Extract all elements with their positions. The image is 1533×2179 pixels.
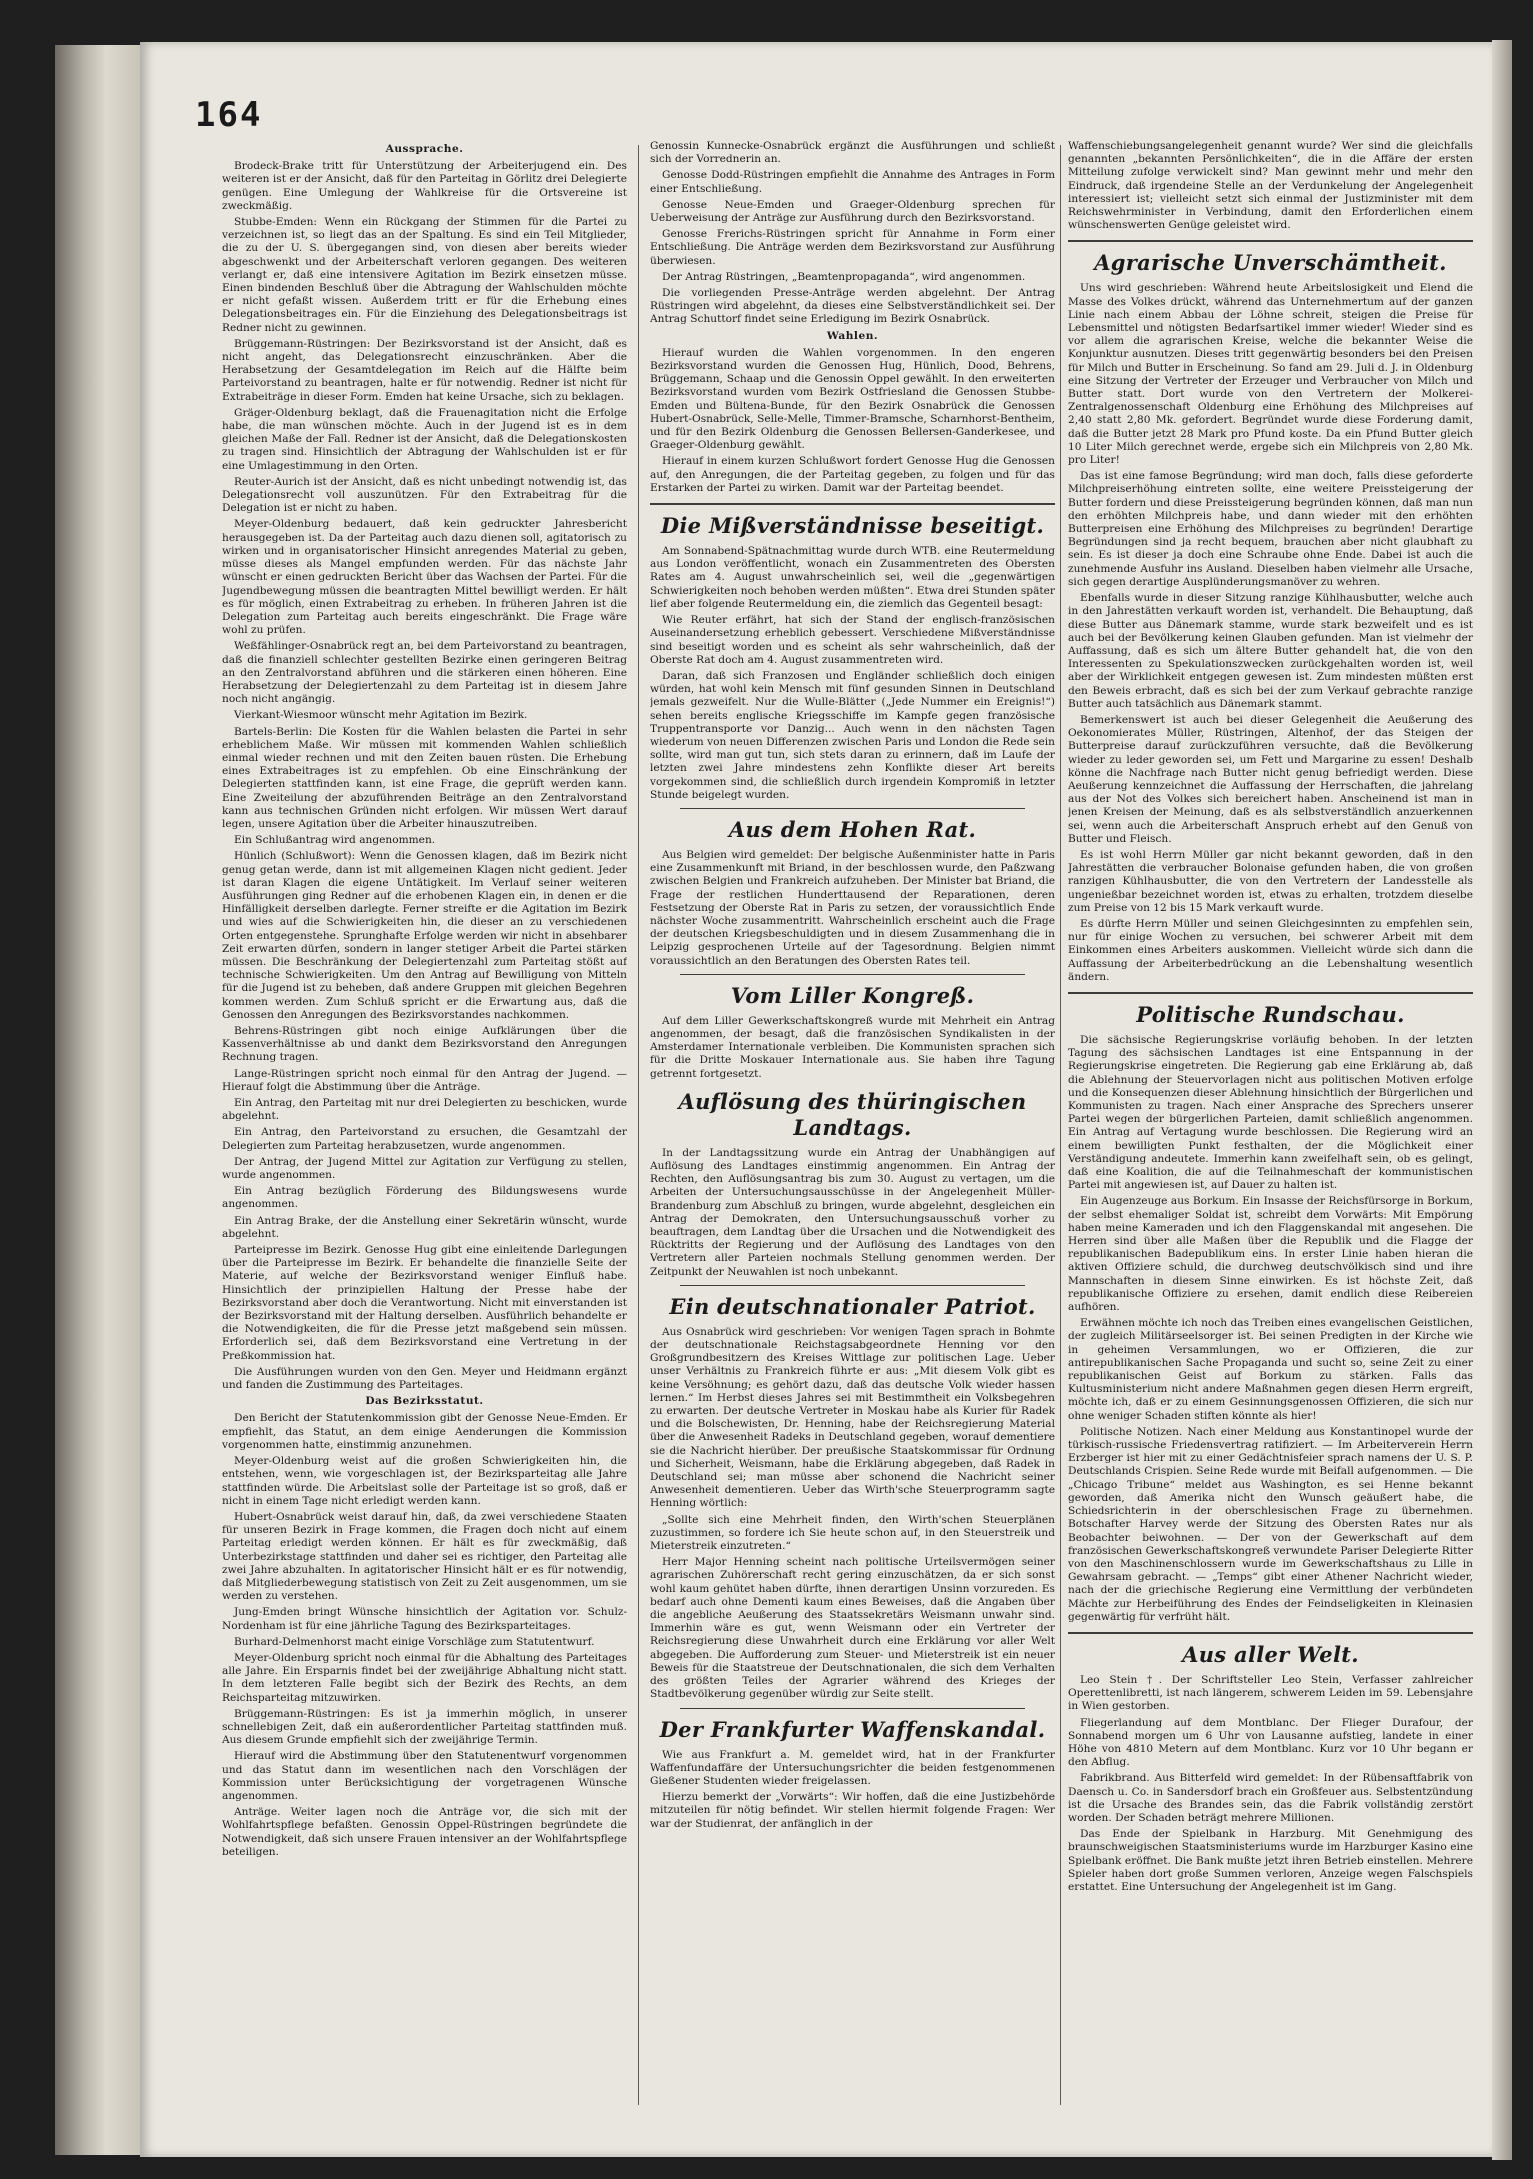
paragraph: Ein Antrag Brake, der die Anstellung einer Sekretärin wünscht, wurde abgelehnt. [222,1214,627,1240]
paragraph: Hünlich (Schlußwort): Wenn die Genossen klagen, daß im Bezirk nicht genug getan werde, dann ist mit allgemeinen Klagen nicht gedient. Jeder ist daran Klagen die eigene Untätigkeit. Im Verlauf seiner weiteren Ausführungen ging Redner auf die erhobenen Klagen ein, in denen er die Hinfälligkeit derselben darlegte. Ferner streifte er die Agitation im Bezirk und wies auf die Schwierigkeiten hin, die dieser an zu verschiedenen Orten entgegenstehe. Sprunghafte Erfolge werden wir nicht in absehbarer Zeit erwarten dürfen, sondern in langer stetiger Arbeit die Partei stärken müssen. Die Beschränkung der Delegiertenzahl zum Parteitag stößt auf technische Schwierigkeiten. Um den Antrag auf Bewilligung von Mitteln für die Jugend ist zu beheben, daß andere Gruppen mit gleichen Begehren kommen werden. Zum Schluß spricht er die Erwartung aus, daß die Genossen den Anregungen des Bezirksvorstandes nachkommen. [222,850,627,1021]
article-headline: Die Mißverständnisse beseitigt. [660,513,1045,539]
paragraph: Daran, daß sich Franzosen und Engländer schließlich doch einigen würden, hat wohl kein Mensch mit fünf gesunden Sinnen in Deutschland jemals gezweifelt. Nur die Wulle-Blätter („Jede Nummer ein Ereignis!“) sehen bereits englische Kriegsschiffe im Kampfe gegen französische Truppentransporte vor Danzig... Auch wenn in den nächsten Tagen wiederum von neuen Differenzen zwischen Paris und London die Rede sein sollte, wird man gut tun, sich stets daran zu erinnern, daß im Laufe der letzten zwei Jahre mindestens zehn Konflikte dieser Art bereits vorgekommen sind, die schließlich durch irgendein Kompromiß in letzter Stunde beigelegt wurden. [650,669,1055,801]
paragraph: Das Ende der Spielbank in Harzburg. Mit Genehmigung des braunschweigischen Staatsministeriums wurde im Harzburger Kasino eine Spielbank eröffnet. Die Bank mußte jetzt ihren Betrieb einstellen. Mehrere Spieler haben dort große Summen verloren, Anzeige wegen Falschspiels erstattet. Eine Untersuchung der Angelegenheit ist im Gang. [1068,1828,1473,1893]
paragraph: Brüggemann-Rüstringen: Es ist ja immerhin möglich, in unserer schnellebigen Zeit, daß ein außerordentlicher Parteitag stattfinden muß. Aus diesem Grunde empfiehlt sich der zweijährige Termin. [222,1707,627,1747]
paragraph: Die vorliegenden Presse-Anträge werden abgelehnt. Der Antrag Rüstringen wird abgelehnt, da dieses eine Selbstverständlichkeit sei. Der Antrag Schuttorf findet seine Erledigung im Bezirk Osnabrück. [650,287,1055,326]
paragraph: Politische Notizen. Nach einer Meldung aus Konstantinopel wurde der türkisch-russische Friedensvertrag ratifiziert. — Im Arbeiterverein Herrn Erzberger ist hier mit zu einer Gedächtnisfeier sprach namens der U. S. P. Deutschlands Crispien. Seine Rede wurde mit Beifall aufgenommen. — Die „Chicago Tribune“ meldet aus Washington, es sei Henne bekannt geworden, daß Amerika nicht den Wunsch geäußert habe, die Schiedsrichterin in der oberschlesischen Frage zu übernehmen. Botschafter Harvey werde der Sitzung des Obersten Rates nur als Beobachter beiwohnen. — Der von der Gewerkschaft auf dem französischen Gewerkschaftskongreß verwundete Pariser Delegierte Ritter von den Maschinenschlossern wurde im Gewerkschaftshaus zu Lille in Gewahrsam gebracht. — „Temps“ gibt einer Athener Nachricht wieder, nach der die griechische Regierung eine Vermittlung der verbündeten Mächte zur Herbeiführung des Endes der Feindseligkeiten in Kleinasien gegenwärtig für verfrüht hält. [1068,1425,1473,1623]
paragraph: Ein Antrag bezüglich Förderung des Bildungswesens wurde angenommen. [222,1185,627,1211]
paragraph: Den Bericht der Statutenkommission gibt der Genosse Neue-Emden. Er empfiehlt, das Statut, an dem einige Aenderungen die Kommission vorgenommen hatte, einstimmig anzunehmen. [222,1412,627,1451]
paragraph: Fabrikbrand. Aus Bitterfeld wird gemeldet: In der Rübensaftfabrik von Daensch u. Co. in Sandersdorf brach ein Großfeuer aus. Selbstentzündung ist die Ursache des Brandes sein, das die Fabrik vollständig zerstört worden. Der Schaden beträgt mehrere Millionen. [1068,1772,1473,1824]
paragraph: Vierkant-Wiesmoor wünscht mehr Agitation im Bezirk. [234,709,528,722]
paragraph: Stubbe-Emden: Wenn ein Rückgang der Stimmen für die Partei zu verzeichnen ist, so liegt das an der Spaltung. Es sind ein Teil Mitglieder, die zu der U. S. übergegangen sind, von diesen aber bereits wieder abgeschwenkt und der Arbeiterschaft verloren gegangen. Des weiteren verlangt er, daß eine intensivere Agitation im Bezirk einsetzen müsse. Einen bindenden Beschluß über die Abtragung der Wahlschulden möchte er nicht gefaßt wissen. Außerdem tritt er für die Erhebung eines Delegationsbeitrages ein. Für die Einziehung des Delegationsbeitrags ist Redner nicht zu gewinnen. [222,216,627,334]
paragraph: Der Antrag Rüstringen, „Beamtenpropaganda“, wird angenommen. [662,270,1026,283]
paragraph: Aus Osnabrück wird geschrieben: Vor wenigen Tagen sprach in Bohmte der deutschnationale Reichstagsabgeordnete Henning vor den Großgrundbesitzern des Kreises Wittlage zur politischen Lage. Ueber unser Verhältnis zu Frankreich führte er aus: „Mit diesem Volk gibt es keine Versöhnung; es gehört dazu, daß das deutsche Volk wieder hassen lernen.“ Im Herbst dieses Jahres sei mit Bestimmtheit ein Volksbegehren zu erwarten. Der deutsche Vertreter in Moskau habe als Kurier für Radek und die Bolschewisten, Dr. Henning, habe der Reichsregierung Material über die Anwesenheit Radeks in Deutschland gegeben, worauf dementiere sie die Nachricht hierüber. Der preußische Staatskommissar für Ordnung und Sicherheit, Weismann, habe die Erklärung abgegeben, daß Radek in Deutschland sei; man müsse aber schonend die Nachricht seiner Anwesenheit dementieren. Ueber das Wirth'sche Steuerprogramm sagte Henning wörtlich: [650,1325,1055,1510]
paragraph: Fliegerlandung auf dem Montblanc. Der Flieger Durafour, der Sonnabend morgen um 6 Uhr von Lausanne aufstieg, landete in einer Höhe von 4810 Metern auf dem Montblanc. Kurz vor 10 Uhr begann er den Abflug. [1068,1716,1473,1769]
section-subheading: Aussprache. [385,143,464,155]
paragraph: Ein Antrag, den Parteivorstand zu ersuchen, die Gesamtzahl der Delegierten zum Parteitag herabzusetzen, wurde angenommen. [222,1126,627,1152]
paragraph: Ein Augenzeuge aus Borkum. Ein Insasse der Reichsfürsorge in Borkum, der selbst ehemaliger Soldat ist, schreibt dem Vorwärts: Mit Empörung haben meine Kameraden und ich den Flaggenskandal mit angesehen. Die Herren sind über alle Maßen über die Republik und die Flagge der republikanischen Badepublikum eins. In erster Linie haben hieran die aktiven Offiziere schuld, die durchweg deutschvölkisch sind und ihre Mannschaften in diesem Sinne einwirken. Es ist höchste Zeit, daß republikanische Offiziere zu ersehen, damit endlich diese Reibereien aufhören. [1068,1195,1473,1314]
article-headline: Auflösung des thüringischen Landtags. [678,1088,1027,1140]
paragraph: Meyer-Oldenburg bedauert, daß kein gedruckter Jahresbericht herausgegeben ist. Da der Parteitag auch dazu dienen soll, agitatorisch zu wirken und in organisatorischer Hinsicht anregendes Material zu geben, müsse dieses als Mangel empfunden werden. Für das nächste Jahr wünscht er einen gedruckten Bericht über das Wachsen der Partei. Für die Jugendbewegung müssen die beantragten Mittel bewilligt werden. Er hält es für möglich, einen Extrabeitrag zu erheben. In früheren Jahren ist die Delegation zum Parteitag auch bereits eingeschränkt. Die Frage wäre wohl zu prüfen. [222,518,627,637]
divider [680,1285,1025,1286]
paragraph: Das ist eine famose Begründung; wird man doch, falls diese geforderte Milchpreiserhöhung eintreten sollte, eine weitere Preissteigerung der Butter fordern und diese Preissteigerung begründen können, daß man nun den erhöhten Milchpreis habe, und dann wieder mit den erhöhten Butterpreisen eine Erhöhung des Milchpreises zu begründen! Derartige Begründungen sind ja recht bequem, brauchen aber nicht glaubhaft zu sein. Es ist dieser ja doch eine Schraube ohne Ende. Dabei ist auch die zunehmende Ausfuhr ins Ausland. Dieselben haben vielmehr alle Ursache, sich gegen derartige Ausplünderungsmanöver zu wehren. [1068,470,1473,588]
paragraph: Ein Schlußantrag wird angenommen. [234,834,436,847]
paragraph: Am Sonnabend-Spätnachmittag wurde durch WTB. eine Reutermeldung aus London veröffentlicht, wonach ein Zusammentreten des Obersten Rates am 4. August unwahrscheinlich sei, weil die „gegenwärtigen Schwierigkeiten noch behoben werden müßten“. Etwa drei Stunden später lief aber folgende Reutermeldung ein, die ziemlich das Gegenteil besagt: [650,545,1055,610]
column-rule [1060,145,1061,2105]
paragraph: Meyer-Oldenburg spricht noch einmal für die Abhaltung des Parteitages alle Jahre. Ein Ersparnis findet bei der zweijährige Abhaltung nicht statt. In dem letzteren Falle begibt sich der Bezirk des Rechts, an dem Reichsparteitag mitzuwirken. [222,1651,627,1704]
page-number: 164 [195,95,263,135]
paragraph: Auf dem Liller Gewerkschaftskongreß wurde mit Mehrheit ein Antrag angenommen, der besagt, daß die französischen Syndikalisten in der Amsterdamer Internationale verbleiben. Die Kommunisten sprachen sich für die Dritte Moskauer Internationale aus. Sie haben ihre Tagung getrennt fortgesetzt. [650,1014,1055,1080]
paragraph: Bartels-Berlin: Die Kosten für die Wahlen belasten die Partei in sehr erheblichem Maße. Wir müssen mit kommenden Wahlen schließlich einmal wieder rechnen und mit den Zeiten bauen rüsten. Die Erhebung eines Extrabeitrages ist zu empfehlen. Ob eine Einschränkung der Delegierten stattfinden kann, ist eine Frage, die geprüft werden kann. Eine Zweiteilung der abzuführenden Beiträge an den Zentralvorstand kann aus technischen Gründen nicht erfolgen. Wir müssen Wert darauf legen, unsere Agitation über die Arbeiter hinauszutreiben. [222,725,627,830]
paragraph: Genosse Neue-Emden und Graeger-Oldenburg sprechen für Ueberweisung der Anträge zur Ausführung durch den Bezirksvorstand. [650,198,1055,225]
paragraph: Erwähnen möchte ich noch das Treiben eines evangelischen Geistlichen, der zugleich Militärseelsorger ist. Bei seinen Predigten in der Kirche wie in geheimen Versammlungen, wo er Offizieren, die zur antirepublikanischen Sache Propaganda und sucht so, seine Zeit zu einer republikanischen Geist auf Borkum zu stärken. Falls das Kultusministerium nicht andere Maßnahmen gegen diesen Herrn ergreift, möchte ich, daß er zu einem Gesinnungsgenossen Offizieren, die sich nur ohne weniger Schaden stiften könnte als hier! [1068,1317,1473,1422]
paragraph: Die sächsische Regierungskrise vorläufig behoben. In der letzten Tagung des sächsischen Landtages ist eine Entspannung in der Regierungskrise eingetreten. Die Regierung gab eine Erklärung ab, daß die Ablehnung der Steuervorlagen nicht aus politischen Motiven erfolge und die Konsequenzen dieser Ablehnung hinsichtlich der Bürgerlichen und Kommunisten zu tragen. Nach einer Ansprache des Sprechers unserer Partei wegen der bürgerlichen Parteien, damit schließlich angenommen. Ein Antrag auf Vertagung wurde beschlossen. Die Regierung wird an einem bewilligten Punkt festhalten, der die Möglichkeit einer Verständigung andeutete. Immerhin kann zweifelhaft sein, ob es gelingt, daß eine Koalition, die auf die Teilnahmeschaft der kommunistischen Partei mit angewiesen ist, auf Dauer zu halten ist. [1068,1033,1473,1192]
paragraph: Die Ausführungen wurden von den Gen. Meyer und Heidmann ergänzt und fanden die Zustimmung des Parteitages. [222,1365,627,1392]
divider [650,503,1055,505]
column-2 [650,140,1055,2115]
paragraph: Jung-Emden bringt Wünsche hinsichtlich der Agitation vor. Schulz-Nordenham ist für eine jährliche Tagung des Bezirksparteitages. [222,1606,627,1632]
divider [680,974,1025,975]
paragraph: Genosse Dodd-Rüstringen empfiehlt die Annahme des Antrages in Form einer Entschließung. [650,169,1055,195]
page-edge [1492,40,1512,2160]
paragraph: Anträge. Weiter lagen noch die Anträge vor, die sich mit der Wohlfahrtspflege befaßten. Genossin Oppel-Rüstringen begründete die Notwendigkeit, daß sich unsere Frauen intensiver an der Wohlfahrtspflege beteiligen. [222,1806,627,1858]
article-headline: Der Frankfurter Waffenskandal. [659,1716,1046,1742]
column-1 [222,140,627,2115]
paragraph: Lange-Rüstringen spricht noch einmal für den Antrag der Jugend. — Hierauf folgt die Abstimmung über die Anträge. [222,1067,627,1093]
paragraph: In der Landtagssitzung wurde ein Antrag der Unabhängigen auf Auflösung des Landtages einstimmig angenommen. Ein Antrag der Rechten, den Auflösungsantrag bis zum 30. August zu vertagen, um die Arbeiten der Untersuchungsausschüsse in der Angelegenheit Müller-Brandenburg zum Abschluß zu bringen, wurde abgelehnt, desgleichen ein Antrag der Demokraten, den Untersuchungsausschuß vorher zu beauftragen, dem Landtag über die Ursachen und die Notwendigkeit des Rücktritts der Regierung und der Auflösung des Landtages von den Vertretern aller Parteien nochmals Stellung genommen werden. Der Zeitpunkt der Neuwahlen ist noch unbekannt. [650,1146,1055,1278]
divider [680,1708,1025,1709]
paragraph: Reuter-Aurich ist der Ansicht, daß es nicht unbedingt notwendig ist, das Delegationsrecht voll auszunützen. Für den Extrabeitrag für die Delegation ist er nicht zu haben. [222,475,627,515]
paragraph: Brüggemann-Rüstringen: Der Bezirksvorstand ist der Ansicht, daß es nicht angeht, das Delegationsrecht einzuschränken. Aber die Herabsetzung der Gesamtdelegation im Reich auf die Hälfte beim Parteivorstand zu beantragen, halte er für notwendig. Redner ist nicht für Extrabeiträge in dieser Form. Emden hat keine Ursache, sich zu beklagen. [222,337,627,403]
divider [1068,240,1473,242]
paragraph: Parteipresse im Bezirk. Genosse Hug gibt eine einleitende Darlegungen über die Parteipresse im Bezirk. Er behandelte die finanzielle Seite der Materie, auf welche der Bezirksvorstand weniger Einfluß habe. Hinsichtlich der prinzipiellen Haltung der Presse habe der Bezirksvorstand aber doch die Verantwortung. Nicht mit einverstanden ist der Bezirksvorstand mit der Haltung derselben. Ausführlich behandelte er die Notwendigkeiten, die für die Presse jetzt maßgebend sein müssen. Erforderlich sei, daß dem Bezirksvorstand eine Vertretung in der Preßkommission hat. [222,1244,627,1362]
paragraph: Genossin Kunnecke-Osnabrück ergänzt die Ausführungen und schließt sich der Vorrednerin an. [650,140,1055,166]
section-subheading: Wahlen. [826,329,879,342]
paragraph: Hierzu bemerkt der „Vorwärts“: Wir hoffen, daß die eine Justizbehörde mitzuteilen für nötig befindet. Wir stellen hiermit folgende Fragen: Wer war der Studienrat, der anfänglich in der [650,1791,1055,1830]
article-headline: Agrarische Unverschämtheit. [1094,250,1447,276]
paragraph: Hubert-Osnabrück weist darauf hin, daß, da zwei verschiedene Staaten für unseren Bezirk in Frage kommen, die Fragen doch nicht auf einem Parteitag erledigt werden können. Er hält es für zweckmäßig, daß Unterbezirkstage stattfinden und daher sei es richtiger, den Parteitag alle zwei Jahre abzuhalten. In agitatorischer Hinsicht hält er es für notwendig, daß Mitgliederbewegung statistisch von Zeit zu Zeit ausgenommen, um sie werden zu verstehen. [222,1510,627,1603]
paragraph: Weßfählinger-Osnabrück regt an, bei dem Parteivorstand zu beantragen, daß die finanziell schlechter gestellten Bezirke einen geringeren Beitrag an den Zentralvorstand abführen und die stärkeren einen höheren. Eine Herabsetzung der Delegiertenzahl zu dem Parteitag ist in diesem Jahre noch nicht angängig. [222,640,627,706]
article-headline: Politische Rundschau. [1136,1001,1405,1027]
paragraph: Behrens-Rüstringen gibt noch einige Aufklärungen über die Kassenverhältnisse ab und dankt dem Bezirksvorstand den Anregungen Rechnung tragen. [222,1025,627,1064]
paragraph: Es dürfte Herrn Müller und seinen Gleichgesinnten zu empfehlen sein, nur für einige Wochen zu versuchen, bei schwerer Arbeit mit dem Einkommen eines Arbeiters auskommen. Vielleicht würde sich dann die Auffassung der Arbeiterbedrückung an die Lebenshaltung wesentlich ändern. [1068,917,1473,983]
paragraph: Hierauf wird die Abstimmung über den Statutenentwurf vorgenommen und das Statut dann im wesentlichen nach den Vorschlägen der Kommission unter Berücksichtigung der vorgetragenen Wünsche angenommen. [222,1750,627,1802]
divider [1068,992,1473,994]
paragraph: Hierauf wurden die Wahlen vorgenommen. In den engeren Bezirksvorstand wurden die Genossen Hug, Hünlich, Dood, Behrens, Brüggemann, Schaap und die Genossin Oppel gewählt. In den erweiterten Bezirksvorstand wurden vom Bezirk Ostfriesland die Genossen Stubbe-Emden und Bültena-Bunde, für den Bezirk Osnabrück die Genossen Hubert-Osnabrück, Selle-Melle, Timmer-Bramsche, Scharnhorst-Bentheim, und für den Bezirk Oldenburg die Genossen Bellersen-Ganderkesee, und Graeger-Oldenburg gewählt. [650,346,1055,452]
paragraph: Waffenschiebungsangelegenheit genannt wurde? Wer sind die gleichfalls genannten „bekannten Persönlichkeiten“, die in die Affäre der ersten Mitteilung zufolge verwickelt sind? Man gewinnt mehr und mehr den Eindruck, daß irgendeine Stelle an der Verdunkelung der Angelegenheit interessiert ist; vielleicht setzt sich einmal der Justizminister mit dem Reichswehrminister in Verbindung, damit den Erforderlichen einem wünschenswerten Genüge geleistet wird. [1068,140,1473,232]
paragraph: Meyer-Oldenburg weist auf die großen Schwierigkeiten hin, die entstehen, wenn, wie vorgeschlagen ist, der Bezirksparteitag alle Jahre stattfinden würde. Die Arbeitslast solle der Parteitage ist so groß, daß er nicht in einem Tage nicht erledigt werden kann. [222,1455,627,1507]
article-headline: Vom Liller Kongreß. [730,982,975,1008]
article-headline: Aus dem Hohen Rat. [728,816,977,842]
column-rule [638,145,639,2105]
paragraph: Bemerkenswert ist auch bei dieser Gelegenheit die Aeußerung des Oekonomierates Müller, Rüstringen, Altenhof, der das Steigen der Butterpreise darauf zurückzuführen versuchte, daß die Bevölkerung wieder zu leder geworden sei, um Fett und Margarine zu essen! Deshalb könne die Nachfrage nach Butter nicht genug befriedigt werden. Diese Aeußerung kennzeichnet die Auffassung der Herrschaften, die jahrelang aus der Not des Volkes sich bereichert haben. Anscheinend ist man in jenen Kreisen der Meinung, daß es als selbstverständlich anzuerkennen sei, wenn auch die Arbeiterschaft Anspruch erhebt auf den Genuß von Butter und Fleisch. [1068,713,1473,845]
paragraph: Wie Reuter erfährt, hat sich der Stand der englisch-französischen Auseinandersetzung erheblich gebessert. Verschiedene Mißverständnisse sind beseitigt worden und es scheint als sehr wahrscheinlich, daß der Oberste Rat doch am 4. August zusammentreten wird. [650,614,1055,666]
book-binding [55,45,140,2155]
column-3 [1068,140,1473,2115]
paragraph: „Sollte sich eine Mehrheit finden, den Wirth'schen Steuerplänen zuzustimmen, so fordere ich Sie heute schon auf, in den Steuerstreik und Mieterstreik einzutreten.“ [650,1513,1055,1553]
divider [680,808,1025,809]
paragraph: Herr Major Henning scheint nach politische Urteilsvermögen seiner agrarischen Zuhörerschaft recht gering einzuschätzen, da er sich sonst wohl kaum gehütet haben dürfte, ihnen derartigen Unsinn vorzureden. Es bedarf auch ohne Dementi kaum eines Beweises, daß die Angaben über die angebliche Aeußerung des Staatssekretärs Weismann unwahr sind. Immerhin wäre es gut, wenn Weismann oder ein Vertreter der Reichsregierung diese Unwahrheit durch eine Erklärung vor aller Welt abgegeben. Die Aufforderung zum Steuer- und Mieterstreik ist ein neuer Beweis für die Staatstreue der Deutschnationalen, die sich dem Verhalten des größten Teiles der Agrarier während des Krieges der Stadtbevölkerung gegenüber würdig zur Seite stellt. [650,1556,1055,1701]
paragraph: Genosse Frerichs-Rüstringen spricht für Annahme in Form einer Entschließung. Die Anträge werden dem Bezirksvorstand zur Ausführung überwiesen. [650,228,1055,267]
paragraph: Uns wird geschrieben: Während heute Arbeitslosigkeit und Elend die Masse des Volkes drückt, während das Unternehmertum auf der ganzen Linie nach einem Abbau der Löhne schreit, steigen die Preise für Lebensmittel und nötigsten Bedarfsartikel immer wieder! Wieder sind es vor allem die agrarischen Kreise, welche die bekannter Weise die Konjunktur ausnutzen. Dieses tritt gegenwärtig besonders bei den Preisen für Milch und Butter in Erscheinung. So fand am 29. Juli d. J. in Oldenburg eine Sitzung der Vertreter der Erzeuger und Verbraucher von Milch und Butter statt. Dort wurde von den Vertretern der Molkerei-Zentralgenossenschaft Oldenburg eine Erhöhung des Milchpreises auf 2,40 statt 2,80 Mk. gefordert. Begründet wurde diese Forderung damit, daß die Butter jetzt 28 Mark pro Pfund koste. Da ein Pfund Butter gleich 10 Liter Milch gerechnet werde, ergebe sich ein Milchpreis von 2,80 Mk. pro Liter! [1068,282,1473,467]
paragraph: Aus Belgien wird gemeldet: Der belgische Außenminister hatte in Paris eine Zusammenkunft mit Briand, in der beschlossen wurde, den Paßzwang zwischen Belgien und Frankreich aufzuheben. Der Minister bat Briand, die Frage der restlichen Hunderttausend der Reparationen, deren Festsetzung der Oberste Rat in Paris zu setzen, der voraussichtlich Ende nächster Woche zusammentritt. Wahrscheinlich erscheint auch die Frage der deutschen Kriegsbeschuldigten und in diesem Zusammenhang die in Leipzig gesprochenen Urteile auf der Tagesordnung. Belgien nimmt voraussichtlich an den Beratungen des Obersten Rates teil. [650,848,1055,967]
paragraph: Wie aus Frankfurt a. M. gemeldet wird, hat in der Frankfurter Waffenfundaffäre der Untersuchungsrichter die beiden festgenommenen Gießener Studenten wieder freigelassen. [650,1748,1055,1787]
divider [1068,1632,1473,1634]
paragraph: Ebenfalls wurde in dieser Sitzung ranzige Kühlhausbutter, welche auch in den Jahrestätten verkauft worden ist, verhandelt. Die Behauptung, daß diese Butter aus Dänemark stamme, wurde stark bezweifelt und es ist auch bei der Bevölkerung keinen Glauben gefunden. Man ist vielmehr der Auffassung, daß es sich um ältere Butter gehandelt hat, die von den Interessenten zu Spekulationszwecken zurückgehalten worden ist, weil aber der Wirklichkeit entgegen gewesen ist. Zum mindesten müßten erst den Beweis erbracht, daß es sich bei der zum Verkauf gebrachte ranzige Butter auch tatsächlich aus Dänemark stammt. [1068,592,1473,710]
paragraph: Es ist wohl Herrn Müller gar nicht bekannt geworden, daß in den Jahrestätten die verbraucher Bolonaise gefunden haben, die von großen ranzigen Kühlhausbutter, die von den Vertretern der Landesstelle als ungenießbar bezeichnet worden ist, etwas zu erhalten, trotzdem dieselbe zum Preise von 12 bis 15 Mark verkauft wurde. [1068,848,1473,914]
article-headline: Aus aller Welt. [1182,1641,1359,1667]
paragraph: Der Antrag, der Jugend Mittel zur Agitation zur Verfügung zu stellen, wurde angenommen. [222,1155,627,1182]
article-headline: Ein deutschnationaler Patriot. [669,1293,1036,1319]
paragraph: Hierauf in einem kurzen Schlußwort fordert Genosse Hug die Genossen auf, den Anregungen, die der Parteitag gegeben, zu folgen und für das Erstarken der Partei zu wirken. Damit war der Parteitag beendet. [650,455,1055,494]
section-subheading: Das Bezirksstatut. [365,1395,484,1408]
paragraph: Ein Antrag, den Parteitag mit nur drei Delegierten zu beschicken, wurde abgelehnt. [222,1097,627,1123]
paragraph: Burhard-Delmenhorst macht einige Vorschläge zum Statutentwurf. [234,1635,595,1648]
paragraph: Gräger-Oldenburg beklagt, daß die Frauenagitation nicht die Erfolge habe, die man wünschen möchte. Auch in der Jugend ist es in dem gleichen Maße der Fall. Redner ist der Ansicht, daß die Delegationskosten zu tragen sind. Hinsichtlich der Abtragung der Wahlschulden ist er für eine Umlagestimmung in den Orten. [222,406,627,472]
paragraph: Brodeck-Brake tritt für Unterstützung der Arbeiterjugend ein. Des weiteren ist er der Ansicht, daß für den Parteitag in Görlitz drei Delegierte genügen. Eine Umlegung der Wahlkreise für die Ortsvereine ist zweckmäßig. [222,160,627,212]
paragraph: Leo Stein †. Der Schriftsteller Leo Stein, Verfasser zahlreicher Operettenlibretti, ist nach längerem, schwerem Leiden im 59. Lebensjahre in Wien gestorben. [1068,1673,1473,1713]
